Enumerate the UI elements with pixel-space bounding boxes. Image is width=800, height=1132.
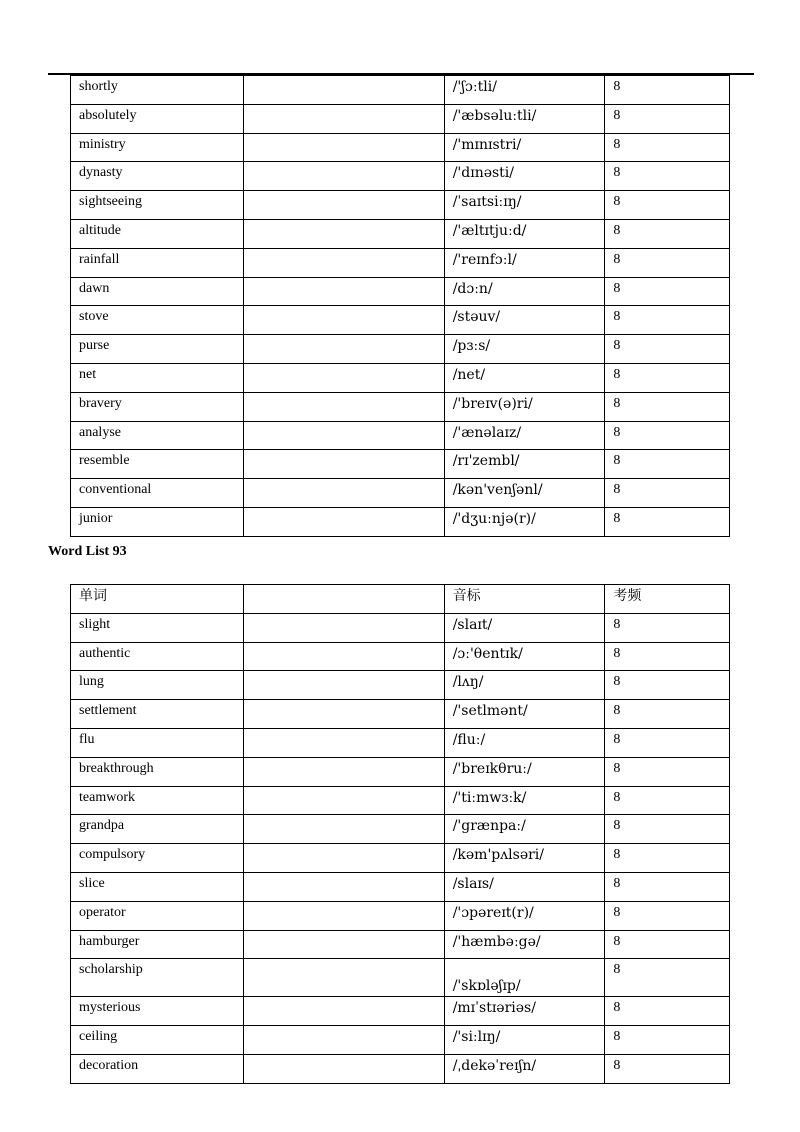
word-table-previous-body [71,76,730,537]
cell-phonetic: /kən'venʃənl/ [444,479,605,508]
cell-frequency: 8 [605,104,730,133]
table-row [71,450,730,479]
cell-phonetic: /ˈsaɪtsiːɪŋ/ [444,191,605,220]
cell-meaning [243,844,444,873]
cell-meaning [243,930,444,959]
cell-frequency: 8 [605,277,730,306]
cell-meaning [243,901,444,930]
cell-word: absolutely [71,104,244,133]
cell-phonetic: /pɜːs/ [444,335,605,364]
cell-word: altitude [71,219,244,248]
cell-frequency: 8 [605,930,730,959]
cell-meaning [243,191,444,220]
table-row [71,997,730,1026]
cell-frequency: 8 [605,872,730,901]
table-row [71,277,730,306]
cell-meaning [243,219,444,248]
header-phonetic: 音标 [444,585,605,614]
cell-frequency: 8 [605,844,730,873]
table-row [71,930,730,959]
cell-phonetic: /mɪˈstɪəriəs/ [444,997,605,1026]
cell-phonetic: /'ʃɔːtli/ [444,76,605,105]
cell-meaning [243,728,444,757]
cell-word: scholarship [71,959,244,997]
cell-phonetic: /'grænpaː/ [444,815,605,844]
cell-word: analyse [71,421,244,450]
cell-phonetic: /stəuv/ [444,306,605,335]
cell-meaning [243,133,444,162]
cell-frequency: 8 [605,191,730,220]
cell-word: ceiling [71,1026,244,1055]
cell-meaning [243,786,444,815]
cell-phonetic: /'dɪnəsti/ [444,162,605,191]
cell-frequency: 8 [605,786,730,815]
table-row [71,1054,730,1083]
cell-word: junior [71,507,244,536]
cell-meaning [243,613,444,642]
cell-frequency: 8 [605,450,730,479]
cell-word: dawn [71,277,244,306]
table-row [71,162,730,191]
cell-frequency: 8 [605,363,730,392]
table-row [71,191,730,220]
table-row [71,959,730,997]
cell-meaning [243,76,444,105]
cell-frequency: 8 [605,1054,730,1083]
cell-frequency: 8 [605,306,730,335]
cell-phonetic: /rɪ'zembl/ [444,450,605,479]
cell-frequency: 8 [605,133,730,162]
cell-word: teamwork [71,786,244,815]
cell-meaning [243,392,444,421]
cell-phonetic: /slaɪs/ [444,872,605,901]
cell-meaning [243,507,444,536]
cell-frequency: 8 [605,700,730,729]
cell-meaning [243,162,444,191]
cell-word: sightseeing [71,191,244,220]
cell-word: grandpa [71,815,244,844]
cell-meaning [243,700,444,729]
cell-frequency: 8 [605,642,730,671]
cell-word: operator [71,901,244,930]
cell-phonetic: /'reɪnfɔːl/ [444,248,605,277]
table-row [71,507,730,536]
cell-frequency: 8 [605,76,730,105]
cell-word: decoration [71,1054,244,1083]
cell-frequency: 8 [605,162,730,191]
cell-meaning [243,363,444,392]
cell-word: purse [71,335,244,364]
cell-meaning [243,248,444,277]
cell-meaning [243,479,444,508]
header-meaning [243,585,444,614]
table-row [71,1026,730,1055]
cell-phonetic: /kəm'pʌlsəri/ [444,844,605,873]
cell-frequency: 8 [605,335,730,364]
table-row [71,728,730,757]
cell-frequency: 8 [605,613,730,642]
cell-word: slight [71,613,244,642]
cell-frequency: 8 [605,219,730,248]
cell-meaning [243,997,444,1026]
cell-frequency: 8 [605,901,730,930]
cell-word: resemble [71,450,244,479]
cell-meaning [243,815,444,844]
table-row [71,219,730,248]
cell-phonetic: /'setlmənt/ [444,700,605,729]
cell-word: rainfall [71,248,244,277]
word-table-93-body [71,585,730,1084]
table-row [71,872,730,901]
cell-meaning [243,104,444,133]
cell-word: settlement [71,700,244,729]
cell-phonetic: /'ɔpəreɪt(r)/ [444,901,605,930]
cell-frequency: 8 [605,421,730,450]
cell-phonetic: /'skɒləʃɪp/ [444,959,605,997]
cell-meaning [243,277,444,306]
cell-phonetic: /'tiːmwɜːk/ [444,786,605,815]
table-row [71,671,730,700]
table-row [71,76,730,105]
table-row [71,479,730,508]
cell-word: flu [71,728,244,757]
table-row [71,363,730,392]
table-header-row [71,585,730,614]
cell-word: compulsory [71,844,244,873]
cell-word: mysterious [71,997,244,1026]
cell-phonetic: /'hæmbəːgə/ [444,930,605,959]
table-row [71,306,730,335]
table-row [71,700,730,729]
table-row [71,757,730,786]
cell-word: stove [71,306,244,335]
cell-frequency: 8 [605,671,730,700]
cell-meaning [243,1026,444,1055]
cell-meaning [243,872,444,901]
cell-phonetic: /slaɪt/ [444,613,605,642]
cell-meaning [243,1054,444,1083]
header-frequency: 考频 [605,585,730,614]
cell-phonetic: /fluː/ [444,728,605,757]
cell-meaning [243,421,444,450]
cell-meaning [243,757,444,786]
table-row [71,392,730,421]
cell-meaning [243,642,444,671]
cell-frequency: 8 [605,728,730,757]
cell-phonetic: /'dʒuːnjə(r)/ [444,507,605,536]
cell-phonetic: /'siːlɪŋ/ [444,1026,605,1055]
word-table-93 [70,584,730,1084]
cell-phonetic: /ˌdekəˈreɪʃn/ [444,1054,605,1083]
cell-word: net [71,363,244,392]
cell-word: lung [71,671,244,700]
cell-meaning [243,306,444,335]
cell-frequency: 8 [605,248,730,277]
cell-word: dynasty [71,162,244,191]
cell-frequency: 8 [605,959,730,997]
section-title: Word List 93 [48,544,127,559]
cell-phonetic: /'breɪkθruː/ [444,757,605,786]
cell-meaning [243,335,444,364]
table-row [71,335,730,364]
cell-word: hamburger [71,930,244,959]
cell-phonetic: /'breɪv(ə)ri/ [444,392,605,421]
table-row [71,844,730,873]
cell-frequency: 8 [605,997,730,1026]
table-row [71,642,730,671]
cell-word: conventional [71,479,244,508]
cell-meaning [243,450,444,479]
cell-word: ministry [71,133,244,162]
table-row [71,786,730,815]
table-row [71,133,730,162]
table-row [71,613,730,642]
cell-frequency: 8 [605,479,730,508]
cell-word: bravery [71,392,244,421]
table-row [71,815,730,844]
table-row [71,248,730,277]
cell-frequency: 8 [605,392,730,421]
cell-phonetic: /'mɪnɪstri/ [444,133,605,162]
cell-phonetic: /dɔːn/ [444,277,605,306]
cell-phonetic: /lʌŋ/ [444,671,605,700]
cell-meaning [243,959,444,997]
cell-phonetic: /ɔː'θentɪk/ [444,642,605,671]
cell-phonetic: /'æltɪtjuːd/ [444,219,605,248]
cell-word: authentic [71,642,244,671]
table-row [71,901,730,930]
cell-phonetic: /'æbsəluːtli/ [444,104,605,133]
cell-frequency: 8 [605,1026,730,1055]
cell-frequency: 8 [605,507,730,536]
cell-word: breakthrough [71,757,244,786]
cell-word: shortly [71,76,244,105]
header-word: 单词 [71,585,244,614]
cell-word: slice [71,872,244,901]
cell-meaning [243,671,444,700]
table-row [71,104,730,133]
cell-phonetic: /'ænəlaɪz/ [444,421,605,450]
table-row [71,421,730,450]
cell-phonetic: /net/ [444,363,605,392]
cell-frequency: 8 [605,815,730,844]
cell-frequency: 8 [605,757,730,786]
word-table-previous [70,75,730,537]
